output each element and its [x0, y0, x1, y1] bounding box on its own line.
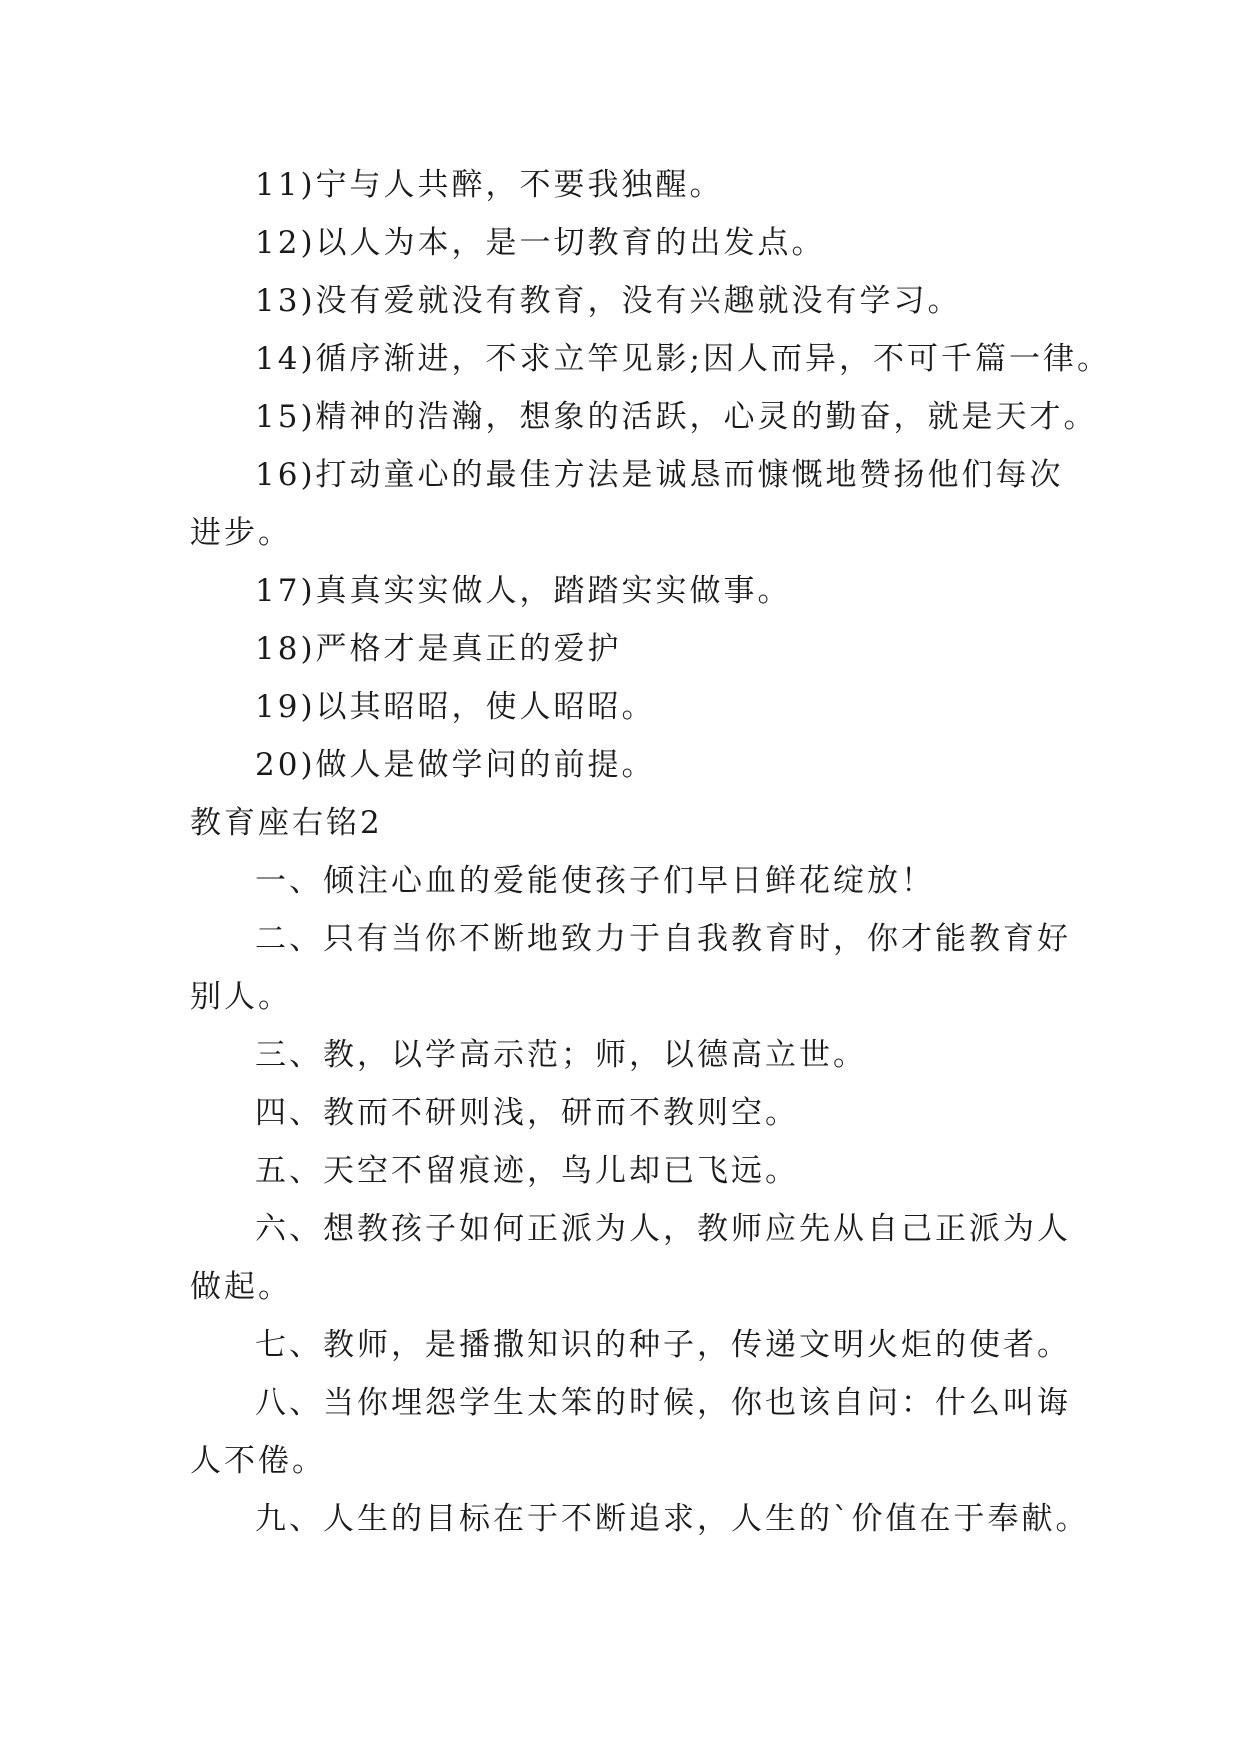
text-line: 九、人生的目标在于不断追求，人生的`价值在于奉献。 — [255, 1501, 1090, 1537]
text-line: 做起。 — [190, 1269, 292, 1305]
text-line: 进步。 — [190, 515, 292, 551]
text-line: 20)做人是做学问的前提。 — [255, 747, 656, 783]
text-line: 六、想教孩子如何正派为人，教师应先从自己正派为人 — [255, 1211, 1071, 1247]
text-line: 八、当你埋怨学生太笨的时候，你也该自问：什么叫诲 — [255, 1385, 1071, 1421]
text-line: 二、只有当你不断地致力于自我教育时，你才能教育好 — [255, 921, 1071, 957]
text-line: 19)以其昭昭，使人昭昭。 — [255, 689, 656, 725]
text-line: 11)宁与人共醉，不要我独醒。 — [255, 167, 724, 203]
text-line: 17)真真实实做人，踏踏实实做事。 — [255, 573, 792, 609]
text-line: 18)严格才是真正的爱护 — [255, 631, 622, 667]
text-line: 16)打动童心的最佳方法是诚恳而慷慨地赞扬他们每次 — [255, 457, 1064, 493]
section-heading: 教育座右铭2 — [190, 805, 383, 841]
text-line: 四、教而不研则浅，研而不教则空。 — [255, 1095, 799, 1131]
text-line: 14)循序渐进，不求立竿见影;因人而异，不可千篇一律。 — [255, 341, 1111, 377]
text-line: 三、教，以学高示范；师，以德高立世。 — [255, 1037, 867, 1073]
text-line: 别人。 — [190, 979, 292, 1015]
text-line: 15)精神的浩瀚，想象的活跃，心灵的勤奋，就是天才。 — [255, 399, 1098, 435]
text-line: 12)以人为本，是一切教育的出发点。 — [255, 225, 826, 261]
text-line: 人不倦。 — [190, 1443, 326, 1479]
text-line: 五、天空不留痕迹，鸟儿却已飞远。 — [255, 1153, 799, 1189]
text-line: 一、倾注心血的爱能使孩子们早日鲜花绽放！ — [255, 863, 935, 899]
text-line: 13)没有爱就没有教育，没有兴趣就没有学习。 — [255, 283, 962, 319]
text-line: 七、教师，是播撒知识的种子，传递文明火炬的使者。 — [255, 1327, 1071, 1363]
